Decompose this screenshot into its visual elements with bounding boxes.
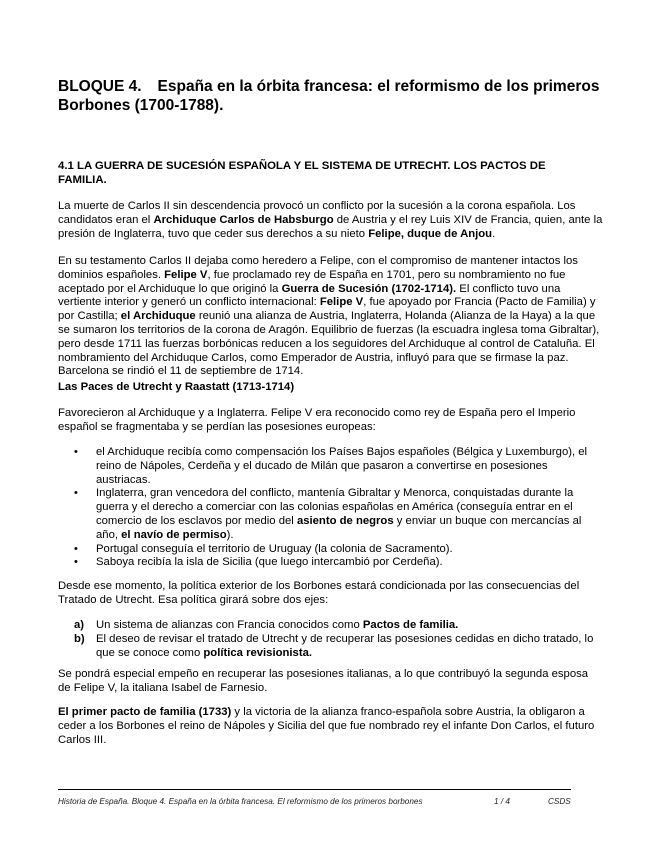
bold-run: Archiduque Carlos de Habsburgo — [153, 213, 334, 226]
text-run: el Archiduque recibía como compensación los Países Bajos españoles (Bélgica y Luxemburgo), el reino de Nápoles, Cerdeña y el ducado de Milán que pasaron a convertirse en posesiones austriacas. — [96, 446, 588, 486]
lettered-list — [58, 619, 603, 660]
bold-run: El primer pacto de familia (1733) — [58, 706, 232, 718]
text-run: Portugal conseguía el territorio de Uruguay (la colonia de Sacramento). — [96, 542, 453, 555]
text-run: El deseo de revisar el tratado de Utrecht y de recuperar las posesiones cedidas en dicho tratado, lo que se conoce como — [96, 632, 594, 659]
text-run: ). — [226, 528, 234, 541]
paragraph-1 — [58, 200, 603, 241]
text-run: En su testamento Carlos II dejaba como heredero a Felipe, con el compromiso de mantener intactos los dominios españoles. — [58, 255, 578, 281]
text-run: La muerte de Carlos II sin descendencia provocó un conflicto por la sucesión a la corona española. Los candidatos eran el — [58, 200, 576, 226]
text-run: y la victoria de la alianza franco-española sobre Austria, la obligaron a ceder a los Borbones el reino de Nápoles y Sicilia del que fue nombrado rey el infante Don Carlos, el futuro Carlos III. — [58, 706, 595, 746]
bullet-list — [58, 446, 603, 570]
footer-divider — [58, 789, 571, 790]
text-run: reunió una alianza de Austria, Inglaterra, Holanda (Alianza de la Haya) a la que se sumaron los territorios de la corona de Aragón. Equilibrio de fuerzas (la escuadra inglesa toma Gibraltar), pero desde 1711 las fuerzas borbónicas reducen a los seguidores del Archiduque al control de Cataluña. El nombramiento del Archiduque Carlos, como Emperador de Austria, influyó para que se firmase la paz. Barcelona se rindió el 11 de septiembre de 1714. — [58, 310, 600, 378]
list-item — [58, 487, 603, 542]
list-item — [58, 543, 603, 557]
text-run: Saboya recibía la isla de Sicilia (que luego intercambió por Cerdeña). — [96, 556, 443, 569]
text-run: . — [492, 227, 496, 240]
text-run: El conflicto tuvo una vertiente interior y generó un conflicto internacional: — [58, 282, 561, 309]
bold-run: Pactos de familia. — [362, 619, 459, 631]
block-number: BLOQUE 4. — [58, 78, 142, 95]
list-item — [58, 633, 603, 661]
page-title — [58, 77, 618, 115]
bold-run: política revisionista. — [203, 646, 313, 659]
bold-run: asiento de negros — [296, 514, 394, 527]
subheading: Las Paces de Utrecht y Raastatt (1713-1714) — [58, 381, 295, 393]
bold-run: Felipe V — [319, 296, 364, 309]
list-item — [58, 619, 603, 633]
bullet-icon: • — [74, 556, 78, 569]
title-text: España en la órbita francesa: el reformismo de los primeros Borbones (1700-1788). — [58, 78, 600, 114]
paragraph-4: Desde ese momento, la política exterior de los Borbones estará condicionada por las consecuencias del Tratado de Utrecht. Esa política girará sobre dos ejes: — [58, 580, 580, 606]
bullet-icon: • — [74, 487, 78, 500]
text-run: Un sistema de alianzas con Francia conocidos como — [96, 619, 363, 631]
bullet-icon: • — [74, 446, 78, 458]
bold-run: Guerra de Sucesión (1702-1714). — [281, 282, 457, 295]
list-item — [58, 556, 603, 570]
list-item — [58, 446, 603, 487]
footer-code: CSDS — [548, 797, 571, 806]
text-run: , fue proclamado rey de España en 1701, pero su nombramiento no fue aceptado por el Archiduque lo que originó la — [58, 268, 566, 295]
text-run: y enviar un buque con mercancías al año, — [96, 514, 582, 541]
bullet-icon: • — [74, 542, 78, 555]
text-run: de Austria y el rey Luis XIV de Francia, quien, ante la presión de Inglaterra, tuvo que ceder sus derechos a su nieto — [58, 213, 603, 240]
bold-run: Felipe, duque de Anjou — [368, 227, 493, 240]
list-letter: b) — [74, 632, 85, 645]
section-heading: 4.1 LA GUERRA DE SUCESIÓN ESPAÑOLA Y EL SISTEMA DE UTRECHT. LOS PACTOS DE FAMILIA. — [58, 160, 546, 186]
list-letter: a) — [74, 619, 85, 631]
paragraph-6 — [58, 706, 603, 747]
paragraph-5: Se pondrá especial empeño en recuperar las posesiones italianas, a lo que contribuyó la segunda esposa de Felipe V, la italiana Isabel de Farnesio. — [58, 668, 589, 694]
bold-run: el Archiduque — [120, 310, 196, 323]
page-number: 1 / 4 — [494, 797, 510, 806]
bold-run: el navío de permiso — [121, 528, 227, 541]
text-run: , fue apoyado por Francia (Pacto de Familia) y por Castilla; — [58, 296, 596, 323]
text-run: Inglaterra, gran vencedora del conflicto, mantenía Gibraltar y Menorca, conquistadas durante la guerra y el derecho a comerciar con las colonias españolas en América (conseguía entrar en el comercio de los esclavos por medio del — [96, 487, 574, 527]
bold-run: Felipe V — [164, 268, 208, 281]
paragraph-2 — [58, 255, 603, 379]
paragraph-3: Favorecieron al Archiduque y a Inglaterra. Felipe V era reconocido como rey de España pero el Imperio español se fragmentaba y se perdían las posesiones europeas: — [58, 407, 576, 433]
footer-title: Historia de España. Bloque 4. España en la órbita francesa. El reformismo de los primeros borbones — [58, 797, 423, 806]
